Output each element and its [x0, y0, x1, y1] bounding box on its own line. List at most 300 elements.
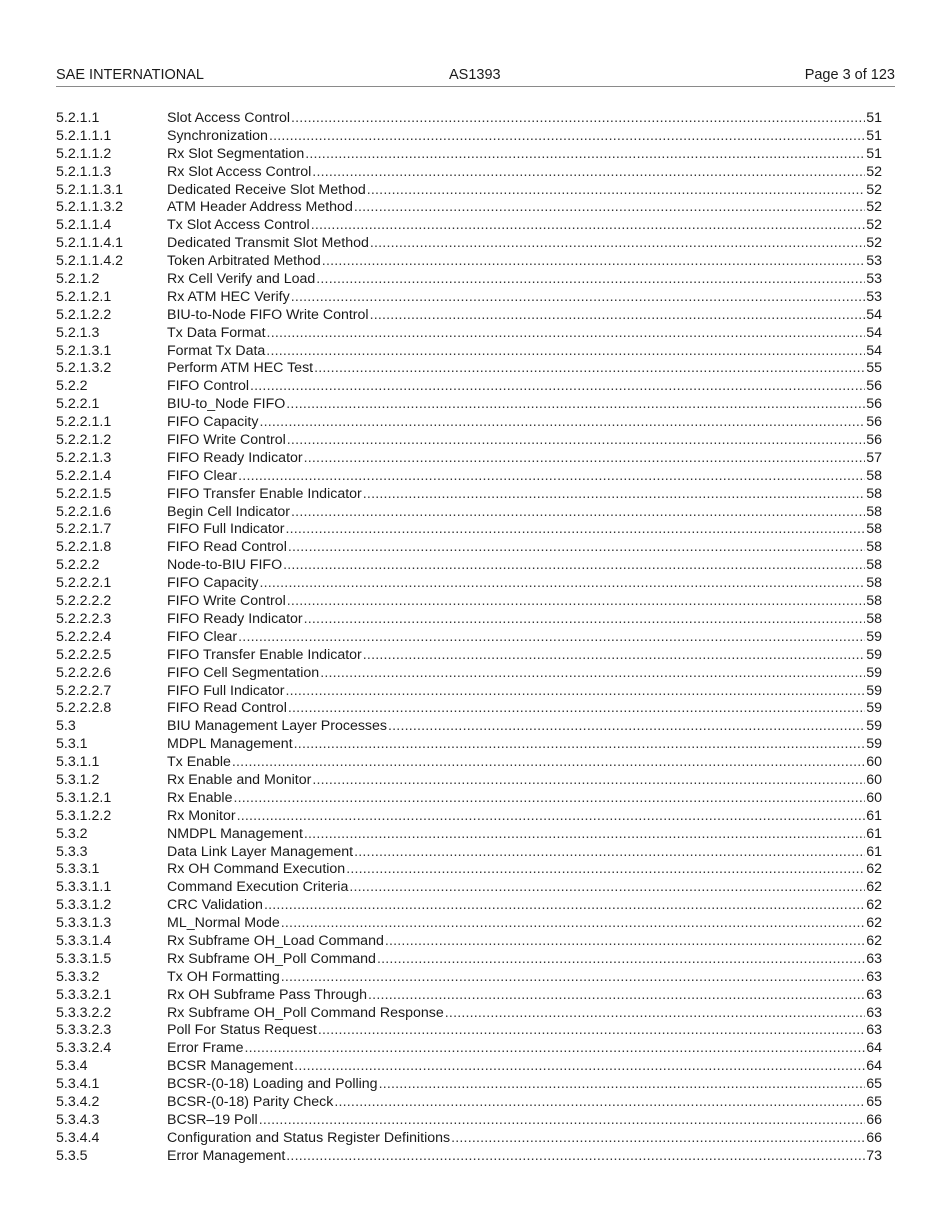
toc-dot-leader	[291, 289, 866, 307]
toc-dot-leader	[349, 879, 865, 897]
toc-section-title: Token Arbitrated Method	[167, 253, 321, 270]
toc-page-number: 63	[866, 1004, 882, 1021]
toc-page-number: 59	[866, 628, 882, 645]
toc-entry[interactable]	[56, 504, 882, 522]
toc-section-number: 5.2.1.1.2	[56, 145, 112, 162]
toc-section-number: 5.2.2.2.5	[56, 646, 112, 663]
toc-page-number: 53	[866, 253, 882, 270]
toc-section-title: Format Tx Data	[167, 342, 266, 359]
toc-page-number: 58	[866, 575, 882, 592]
toc-dot-leader	[244, 1040, 865, 1058]
toc-dot-leader	[232, 754, 865, 772]
toc-dot-leader	[291, 504, 865, 522]
toc-section-number: 5.3.3.1	[56, 861, 100, 878]
toc-section-title: FIFO Ready Indicator	[167, 449, 303, 466]
toc-entry[interactable]	[56, 1076, 882, 1094]
toc-section-number: 5.3.4.1	[56, 1076, 100, 1093]
toc-section-number: 5.3.3.1.2	[56, 897, 112, 914]
toc-section-title: FIFO Read Control	[167, 539, 287, 556]
toc-section-number: 5.3.2	[56, 825, 88, 842]
toc-entry[interactable]	[56, 611, 882, 629]
toc-section-number: 5.3.3.1.3	[56, 915, 112, 932]
toc-dot-leader	[233, 790, 865, 808]
toc-section-number: 5.2.2.2.4	[56, 628, 112, 645]
toc-page-number: 64	[866, 1058, 882, 1075]
toc-section-title: Command Execution Criteria	[167, 879, 349, 896]
toc-dot-leader	[250, 378, 865, 396]
toc-page-number: 56	[866, 396, 882, 413]
toc-section-number: 5.3.1.2	[56, 771, 100, 788]
toc-page-number: 58	[866, 610, 882, 627]
toc-dot-leader	[259, 575, 865, 593]
toc-dot-leader	[368, 987, 865, 1005]
toc-entry[interactable]	[56, 396, 882, 414]
toc-section-number: 5.2.1.1.4.1	[56, 235, 124, 252]
toc-dot-leader	[370, 235, 865, 253]
toc-entry[interactable]	[56, 360, 882, 378]
toc-section-number: 5.2.1.1.4	[56, 217, 112, 234]
toc-dot-leader	[283, 557, 865, 575]
toc-entry[interactable]	[56, 754, 882, 772]
toc-section-number: 5.2.1.1	[56, 110, 100, 126]
toc-entry[interactable]	[56, 521, 882, 539]
toc-section-number: 5.2.1.2.2	[56, 306, 112, 323]
toc-entry[interactable]	[56, 378, 882, 396]
toc-section-title: FIFO Clear	[167, 628, 238, 645]
toc-page-number: 59	[866, 664, 882, 681]
toc-dot-leader	[304, 611, 866, 629]
toc-entry[interactable]	[56, 718, 882, 736]
header-page-number: Page 3 of 123	[804, 67, 895, 83]
toc-section-number: 5.2.1.3.1	[56, 342, 112, 359]
toc-section-title: FIFO Full Indicator	[167, 521, 285, 538]
toc-section-title: FIFO Ready Indicator	[167, 610, 303, 627]
toc-section-number: 5.3.3.2.1	[56, 986, 112, 1003]
toc-section-title: Rx Slot Access Control	[167, 163, 312, 180]
toc-page-number: 62	[866, 897, 882, 914]
toc-page-number: 58	[866, 485, 882, 502]
toc-entry[interactable]	[56, 683, 882, 701]
toc-entry[interactable]	[56, 432, 882, 450]
toc-section-title: Rx OH Command Execution	[167, 861, 346, 878]
toc-section-title: Poll For Status Request	[167, 1022, 317, 1039]
toc-dot-leader	[312, 164, 865, 182]
toc-dot-leader	[305, 146, 865, 164]
toc-dot-leader	[288, 539, 865, 557]
toc-entry[interactable]	[56, 468, 882, 486]
toc-page-number: 60	[866, 771, 882, 788]
toc-page-number: 65	[866, 1076, 882, 1093]
toc-section-number: 5.2.1.3.2	[56, 360, 112, 377]
toc-page-number: 58	[866, 557, 882, 574]
toc-entry[interactable]	[56, 951, 882, 969]
toc-dot-leader	[314, 360, 865, 378]
toc-dot-leader	[367, 182, 865, 200]
toc-dot-leader	[237, 808, 866, 826]
toc-section-number: 5.2.1.1.3.2	[56, 199, 124, 216]
toc-section-title: Tx Enable	[167, 754, 231, 771]
toc-section-title: BIU-to-Node FIFO Write Control	[167, 306, 369, 323]
toc-entry[interactable]	[56, 593, 882, 611]
toc-page-number: 64	[866, 1040, 882, 1057]
toc-dot-leader	[379, 1076, 866, 1094]
toc-entry[interactable]	[56, 235, 882, 253]
toc-page-number: 59	[866, 646, 882, 663]
toc-page-number: 58	[866, 593, 882, 610]
toc-dot-leader	[281, 969, 865, 987]
toc-section-title: FIFO Capacity	[167, 575, 259, 592]
toc-section-title: FIFO Write Control	[167, 593, 286, 610]
toc-section-title: FIFO Read Control	[167, 700, 287, 717]
toc-section-title: Dedicated Receive Slot Method	[167, 181, 366, 198]
toc-entry[interactable]	[56, 253, 882, 271]
toc-dot-leader	[354, 844, 865, 862]
toc-entry[interactable]	[56, 271, 882, 289]
toc-page-number: 58	[866, 539, 882, 556]
toc-dot-leader	[267, 325, 866, 343]
toc-entry[interactable]	[56, 343, 882, 361]
toc-dot-leader	[238, 629, 865, 647]
toc-dot-leader	[287, 593, 865, 611]
toc-dot-leader	[363, 647, 865, 665]
toc-dot-leader	[264, 897, 865, 915]
toc-section-number: 5.3.3.1.1	[56, 879, 112, 896]
header-document-id: AS1393	[449, 67, 501, 83]
toc-page-number: 56	[866, 378, 882, 395]
toc-section-number: 5.3.3.1.5	[56, 950, 112, 967]
toc-dot-leader	[322, 253, 865, 271]
toc-dot-leader	[285, 683, 865, 701]
toc-section-title: Rx OH Subframe Pass Through	[167, 986, 368, 1003]
toc-section-number: 5.2.2.2	[56, 557, 100, 574]
toc-page-number: 61	[866, 825, 882, 842]
toc-entry[interactable]	[56, 1022, 882, 1040]
toc-dot-leader	[370, 307, 866, 325]
toc-section-title: Rx Cell Verify and Load	[167, 271, 316, 288]
toc-section-title: Error Frame	[167, 1040, 244, 1057]
toc-section-title: Begin Cell Indicator	[167, 503, 291, 520]
toc-page-number: 58	[866, 521, 882, 538]
toc-entry[interactable]	[56, 146, 882, 164]
toc-entry[interactable]	[56, 1148, 882, 1166]
toc-section-title: Rx Subframe OH_Load Command	[167, 932, 384, 949]
toc-dot-leader	[451, 1130, 865, 1148]
toc-section-title: FIFO Transfer Enable Indicator	[167, 646, 362, 663]
toc-section-number: 5.2.2.2.8	[56, 700, 112, 717]
toc-section-number: 5.3.4.4	[56, 1129, 100, 1146]
toc-page-number: 52	[866, 199, 882, 216]
toc-entry[interactable]	[56, 217, 882, 235]
toc-page-number: 56	[866, 432, 882, 449]
toc-page-number: 63	[866, 986, 882, 1003]
toc-section-number: 5.2.1.3	[56, 324, 100, 341]
toc-entry[interactable]	[56, 915, 882, 933]
toc-entry[interactable]	[56, 808, 882, 826]
toc-dot-leader	[286, 396, 865, 414]
toc-section-title: Tx Slot Access Control	[167, 217, 310, 234]
toc-dot-leader	[312, 772, 865, 790]
toc-section-number: 5.2.2.1.7	[56, 521, 112, 538]
toc-entry[interactable]	[56, 629, 882, 647]
toc-section-title: FIFO Clear	[167, 467, 238, 484]
toc-entry[interactable]	[56, 861, 882, 879]
toc-page-number: 60	[866, 754, 882, 771]
toc-section-title: Rx Subframe OH_Poll Command Response	[167, 1004, 444, 1021]
toc-entry[interactable]	[56, 575, 882, 593]
toc-page-number: 52	[866, 235, 882, 252]
toc-page-number: 66	[866, 1129, 882, 1146]
toc-dot-leader	[363, 486, 865, 504]
toc-dot-leader	[259, 1112, 866, 1130]
toc-page-number: 51	[866, 145, 882, 162]
toc-section-number: 5.3.3.1.4	[56, 932, 112, 949]
toc-entry[interactable]	[56, 969, 882, 987]
toc-page-number: 57	[866, 449, 882, 466]
toc-page-number: 59	[866, 718, 882, 735]
toc-section-number: 5.3.3.2.3	[56, 1022, 112, 1039]
toc-entry[interactable]	[56, 897, 882, 915]
toc-dot-leader	[346, 861, 865, 879]
toc-section-title: BCSR-(0-18) Parity Check	[167, 1093, 334, 1110]
toc-dot-leader	[269, 128, 865, 146]
toc-section-title: Data Link Layer Management	[167, 843, 354, 860]
toc-page-number: 61	[866, 843, 882, 860]
toc-page-number: 62	[866, 861, 882, 878]
toc-dot-leader	[388, 718, 865, 736]
toc-dot-leader	[385, 933, 865, 951]
toc-section-title: Configuration and Status Register Definitions	[167, 1129, 451, 1146]
toc-entry[interactable]	[56, 414, 882, 432]
toc-section-number: 5.2.2.1.8	[56, 539, 112, 556]
toc-entry[interactable]	[56, 289, 882, 307]
toc-entry[interactable]	[56, 182, 882, 200]
toc-dot-leader	[291, 110, 865, 128]
toc-section-number: 5.2.2.1.6	[56, 503, 112, 520]
table-of-contents	[56, 110, 882, 1166]
toc-section-title: BCSR–19 Poll	[167, 1111, 258, 1128]
toc-section-title: NMDPL Management	[167, 825, 303, 842]
toc-page-number: 63	[866, 1022, 882, 1039]
toc-entry[interactable]	[56, 486, 882, 504]
toc-entry[interactable]	[56, 1005, 882, 1023]
toc-section-number: 5.2.2.2.1	[56, 575, 112, 592]
toc-page-number: 54	[866, 342, 882, 359]
toc-entry[interactable]	[56, 879, 882, 897]
toc-section-title: Node-to-BIU FIFO	[167, 557, 283, 574]
toc-section-title: Tx Data Format	[167, 324, 266, 341]
toc-entry[interactable]	[56, 1040, 882, 1058]
toc-page-number: 53	[866, 271, 882, 288]
toc-section-number: 5.2.2	[56, 378, 88, 395]
toc-page-number: 60	[866, 789, 882, 806]
toc-section-title: Rx Monitor	[167, 807, 236, 824]
toc-section-number: 5.2.1.1.4.2	[56, 253, 124, 270]
toc-page-number: 52	[866, 217, 882, 234]
toc-page-number: 62	[866, 915, 882, 932]
toc-section-title: MDPL Management	[167, 736, 293, 753]
toc-section-title: Rx Subframe OH_Poll Command	[167, 950, 376, 967]
toc-page-number: 56	[866, 414, 882, 431]
toc-entry[interactable]	[56, 987, 882, 1005]
toc-section-title: FIFO Full Indicator	[167, 682, 285, 699]
toc-page-number: 54	[866, 306, 882, 323]
toc-section-title: Rx Slot Segmentation	[167, 145, 305, 162]
toc-section-number: 5.3.5	[56, 1147, 88, 1164]
toc-section-number: 5.3.4.3	[56, 1111, 100, 1128]
toc-page-number: 51	[866, 110, 882, 126]
toc-entry[interactable]	[56, 665, 882, 683]
toc-entry[interactable]	[56, 325, 882, 343]
toc-section-title: Dedicated Transmit Slot Method	[167, 235, 369, 252]
toc-dot-leader	[294, 1058, 865, 1076]
toc-section-title: FIFO Transfer Enable Indicator	[167, 485, 362, 502]
toc-dot-leader	[311, 217, 866, 235]
toc-section-number: 5.2.1.1.3.1	[56, 181, 124, 198]
toc-section-title: FIFO Control	[167, 378, 249, 395]
toc-page-number: 59	[866, 700, 882, 717]
toc-entry[interactable]	[56, 1058, 882, 1076]
toc-page-number: 59	[866, 736, 882, 753]
toc-dot-leader	[266, 343, 865, 361]
toc-section-title: FIFO Cell Segmentation	[167, 664, 320, 681]
toc-page-number: 51	[866, 127, 882, 144]
toc-section-number: 5.3.3.2.2	[56, 1004, 112, 1021]
toc-page-number: 63	[866, 968, 882, 985]
toc-page-number: 52	[866, 181, 882, 198]
toc-page-number: 62	[866, 879, 882, 896]
toc-section-number: 5.3.1	[56, 736, 88, 753]
toc-entry[interactable]	[56, 647, 882, 665]
toc-section-title: Slot Access Control	[167, 110, 291, 126]
toc-section-number: 5.3.1.2.2	[56, 807, 112, 824]
toc-entry[interactable]	[56, 1094, 882, 1112]
toc-dot-leader	[445, 1005, 865, 1023]
toc-entry[interactable]	[56, 790, 882, 808]
toc-entry[interactable]	[56, 539, 882, 557]
toc-section-number: 5.2.2.1.4	[56, 467, 112, 484]
toc-page-number: 66	[866, 1111, 882, 1128]
toc-page-number: 54	[866, 324, 882, 341]
toc-section-number: 5.3.1.1	[56, 754, 100, 771]
toc-page-number: 63	[866, 950, 882, 967]
toc-dot-leader	[320, 665, 865, 683]
toc-section-title: BIU Management Layer Processes	[167, 718, 388, 735]
toc-section-title: BCSR-(0-18) Loading and Polling	[167, 1076, 378, 1093]
toc-entry[interactable]	[56, 700, 882, 718]
toc-dot-leader	[238, 468, 865, 486]
toc-section-title: ML_Normal Mode	[167, 915, 280, 932]
toc-dot-leader	[354, 199, 865, 217]
toc-page-number: 61	[866, 807, 882, 824]
toc-section-title: Rx Enable and Monitor	[167, 771, 312, 788]
toc-section-number: 5.2.2.2.2	[56, 593, 112, 610]
toc-dot-leader	[377, 951, 865, 969]
toc-section-number: 5.2.1.1.1	[56, 127, 112, 144]
toc-entry[interactable]	[56, 844, 882, 862]
toc-entry[interactable]	[56, 557, 882, 575]
toc-entry[interactable]	[56, 164, 882, 182]
toc-dot-leader	[294, 736, 866, 754]
toc-section-title: Error Management	[167, 1147, 286, 1164]
toc-section-title: Rx ATM HEC Verify	[167, 288, 290, 305]
toc-section-title: Tx OH Formatting	[167, 968, 280, 985]
toc-dot-leader	[287, 432, 865, 450]
toc-dot-leader	[286, 1148, 865, 1166]
toc-section-number: 5.3.3.2	[56, 968, 100, 985]
toc-dot-leader	[316, 271, 865, 289]
toc-section-number: 5.2.1.1.3	[56, 163, 112, 180]
toc-page-number: 73	[866, 1147, 882, 1164]
toc-page-number: 65	[866, 1093, 882, 1110]
toc-section-number: 5.2.2.1.3	[56, 449, 112, 466]
toc-dot-leader	[259, 414, 865, 432]
toc-dot-leader	[304, 826, 865, 844]
toc-page-number: 53	[866, 288, 882, 305]
toc-section-title: Perform ATM HEC Test	[167, 360, 314, 377]
toc-page-number: 58	[866, 467, 882, 484]
toc-section-number: 5.3.3.2.4	[56, 1040, 112, 1057]
toc-dot-leader	[288, 700, 865, 718]
toc-section-title: CRC Validation	[167, 897, 263, 914]
toc-section-number: 5.2.1.2.1	[56, 288, 112, 305]
toc-dot-leader	[334, 1094, 865, 1112]
page-header	[56, 66, 895, 87]
toc-section-title: ATM Header Address Method	[167, 199, 353, 216]
toc-entry[interactable]	[56, 933, 882, 951]
toc-section-number: 5.3.4.2	[56, 1093, 100, 1110]
toc-section-number: 5.2.2.2.6	[56, 664, 112, 681]
toc-dot-leader	[281, 915, 865, 933]
toc-entry[interactable]	[56, 736, 882, 754]
toc-entry[interactable]	[56, 450, 882, 468]
toc-section-number: 5.2.2.1.5	[56, 485, 112, 502]
toc-page-number: 55	[866, 360, 882, 377]
toc-dot-leader	[318, 1022, 865, 1040]
toc-section-title: Rx Enable	[167, 789, 233, 806]
toc-section-title: FIFO Write Control	[167, 432, 286, 449]
toc-section-number: 5.2.2.1.1	[56, 414, 112, 431]
toc-section-title: FIFO Capacity	[167, 414, 259, 431]
toc-section-title: BCSR Management	[167, 1058, 294, 1075]
toc-entry[interactable]	[56, 772, 882, 790]
toc-entry[interactable]	[56, 307, 882, 325]
toc-entry[interactable]	[56, 826, 882, 844]
toc-dot-leader	[285, 521, 865, 539]
toc-entry[interactable]	[56, 1112, 882, 1130]
toc-page-number: 62	[866, 932, 882, 949]
toc-section-number: 5.3.3	[56, 843, 88, 860]
toc-entry[interactable]	[56, 128, 882, 146]
toc-section-number: 5.3.1.2.1	[56, 789, 112, 806]
toc-entry[interactable]	[56, 110, 882, 128]
toc-dot-leader	[304, 450, 866, 468]
toc-section-number: 5.2.2.1.2	[56, 432, 112, 449]
toc-entry[interactable]	[56, 1130, 882, 1148]
toc-section-number: 5.2.2.1	[56, 396, 100, 413]
toc-section-title: Synchronization	[167, 127, 268, 144]
toc-page-number: 58	[866, 503, 882, 520]
toc-section-number: 5.2.2.2.3	[56, 610, 112, 627]
toc-section-title: BIU-to_Node FIFO	[167, 396, 286, 413]
toc-entry[interactable]	[56, 199, 882, 217]
toc-section-number: 5.3.4	[56, 1058, 88, 1075]
toc-section-number: 5.3	[56, 718, 76, 735]
toc-page-number: 59	[866, 682, 882, 699]
toc-section-number: 5.2.2.2.7	[56, 682, 112, 699]
toc-page-number: 52	[866, 163, 882, 180]
toc-section-number: 5.2.1.2	[56, 271, 100, 288]
header-organization: SAE INTERNATIONAL	[56, 67, 204, 83]
